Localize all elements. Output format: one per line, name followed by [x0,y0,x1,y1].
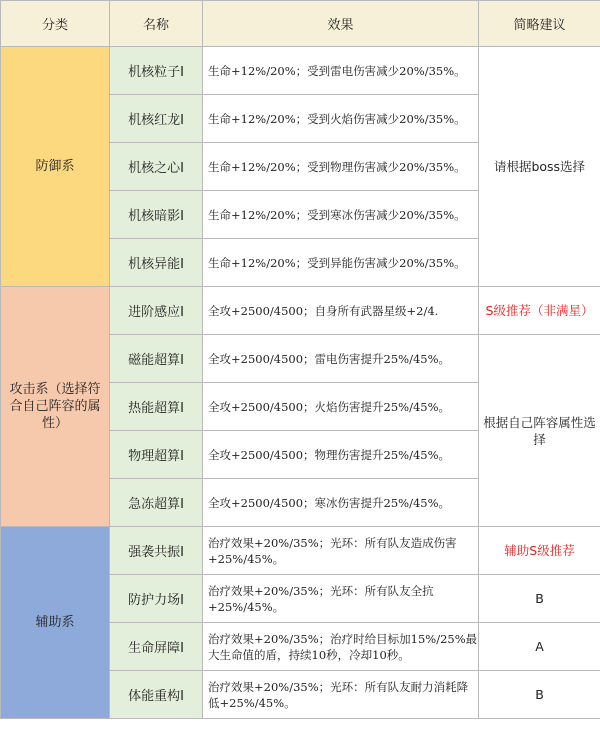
header-category: 分类 [1,1,110,47]
item-effect: 治疗效果+20%/35%；治疗时给目标加15%/25%最大生命值的盾，持续10秒，冷却10秒。 [203,623,479,671]
item-effect: 全攻+2500/4500；火焰伤害提升25%/45%。 [203,383,479,431]
item-effect: 生命+12%/20%；受到雷电伤害减少20%/35%。 [203,47,479,95]
item-name: 急冻超算Ⅰ [110,479,203,527]
item-name: 热能超算Ⅰ [110,383,203,431]
item-name: 机核暗影Ⅰ [110,191,203,239]
item-name: 生命屏障Ⅰ [110,623,203,671]
item-name: 磁能超算Ⅰ [110,335,203,383]
table-row [1,527,600,575]
item-effect: 全攻+2500/4500；雷电伤害提升25%/45%。 [203,335,479,383]
item-effect: 治疗效果+20%/35%；光环：所有队友全抗+25%/45%。 [203,575,479,623]
item-name: 强袭共振Ⅰ [110,527,203,575]
item-effect: 全攻+2500/4500；自身所有武器星级+2/4. [203,287,479,335]
category-attack: 攻击系（选择符合自己阵容的属性） [1,287,110,527]
item-name: 机核红龙Ⅰ [110,95,203,143]
table-row [1,47,600,95]
suggestion-defense: 请根据boss选择 [479,47,600,287]
header-name: 名称 [110,1,203,47]
suggestion-top-pick: S级推荐（非满星） [479,287,600,335]
item-effect: 全攻+2500/4500；寒冰伤害提升25%/45%。 [203,479,479,527]
suggestion-grade: B [479,575,600,623]
category-defense: 防御系 [1,47,110,287]
item-name: 进阶感应Ⅰ [110,287,203,335]
item-effect: 生命+12%/20%；受到物理伤害减少20%/35%。 [203,143,479,191]
item-name: 机核之心Ⅰ [110,143,203,191]
suggestion-support-top: 辅助S级推荐 [479,527,600,575]
item-name: 防护力场Ⅰ [110,575,203,623]
item-effect: 生命+12%/20%；受到寒冰伤害减少20%/35%。 [203,191,479,239]
table-row [1,287,600,335]
header-effect: 效果 [203,1,479,47]
suggestion-grade: B [479,671,600,719]
item-effect: 治疗效果+20%/35%；光环：所有队友造成伤害+25%/45%。 [203,527,479,575]
item-name: 机核异能Ⅰ [110,239,203,287]
item-name: 物理超算Ⅰ [110,431,203,479]
suggestion-grade: A [479,623,600,671]
suggestion-attack: 根据自己阵容属性选择 [479,335,600,527]
item-effect: 生命+12%/20%；受到异能伤害减少20%/35%。 [203,239,479,287]
item-name: 机核粒子Ⅰ [110,47,203,95]
category-support: 辅助系 [1,527,110,719]
header-row [1,1,600,47]
item-effect: 生命+12%/20%；受到火焰伤害减少20%/35%。 [203,95,479,143]
header-suggestion: 简略建议 [479,1,600,47]
item-effect: 全攻+2500/4500；物理伤害提升25%/45%。 [203,431,479,479]
item-name: 体能重构Ⅰ [110,671,203,719]
item-effect: 治疗效果+20%/35%；光环：所有队友耐力消耗降低+25%/45%。 [203,671,479,719]
